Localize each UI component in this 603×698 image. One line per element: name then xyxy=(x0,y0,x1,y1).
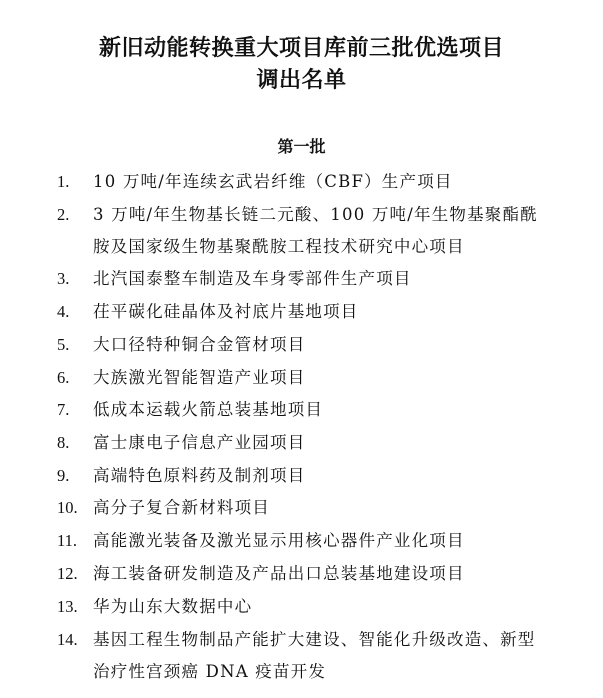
item-number: 6. xyxy=(57,368,70,387)
item-number: 2. xyxy=(57,205,70,224)
item-number: 4. xyxy=(57,302,70,321)
item-text: 10 万吨/年连续玄武岩纤维（CBF）生产项目 xyxy=(93,172,453,191)
item-number: 14. xyxy=(57,630,78,649)
item-number: 12. xyxy=(57,564,78,583)
document-title-line1: 新旧动能转换重大项目库前三批优选项目 xyxy=(98,36,504,61)
item-text: 高分子复合新材料项目 xyxy=(93,498,270,517)
item-number: 1. xyxy=(57,172,70,191)
item-text: 大族激光智能智造产业项目 xyxy=(93,368,306,387)
item-number: 9. xyxy=(57,466,70,485)
document-title-line2: 调出名单 xyxy=(256,68,347,93)
item-text: 茌平碳化硅晶体及衬底片基地项目 xyxy=(93,302,359,321)
item-text: 华为山东大数据中心 xyxy=(93,597,253,616)
item-text-continued: 治疗性宫颈癌 DNA 疫苗开发 xyxy=(93,662,327,681)
item-number: 7. xyxy=(57,400,70,419)
item-text: 富士康电子信息产业园项目 xyxy=(93,433,306,452)
item-number: 10. xyxy=(57,498,78,517)
item-text: 大口径特种铜合金管材项目 xyxy=(93,335,306,354)
item-text: 北汽国泰整车制造及车身零部件生产项目 xyxy=(93,269,412,288)
item-number: 3. xyxy=(57,269,70,288)
item-text: 海工装备研发制造及产品出口总装基地建设项目 xyxy=(93,564,465,583)
item-number: 5. xyxy=(57,335,70,354)
item-number: 11. xyxy=(57,531,78,550)
item-text: 低成本运载火箭总装基地项目 xyxy=(93,400,324,419)
item-text: 高端特色原料药及制剂项目 xyxy=(93,466,306,485)
item-text: 基因工程生物制品产能扩大建设、智能化升级改造、新型 xyxy=(93,630,536,649)
item-text: 3 万吨/年生物基长链二元酸、100 万吨/年生物基聚酯酰 xyxy=(93,205,538,224)
item-number: 13. xyxy=(57,597,78,616)
item-number: 8. xyxy=(57,433,70,452)
section-heading: 第一批 xyxy=(277,137,326,156)
item-text-continued: 胺及国家级生物基聚酰胺工程技术研究中心项目 xyxy=(93,237,465,256)
item-text: 高能激光装备及激光显示用核心器件产业化项目 xyxy=(93,531,465,550)
